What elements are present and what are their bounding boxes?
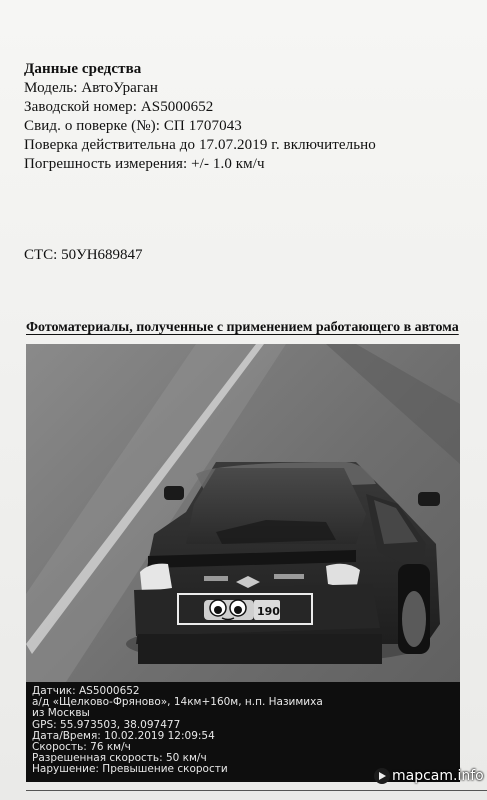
- device-certificate: Свид. о поверке (№): СП 1707043: [24, 118, 242, 134]
- watermark-text: mapcam.info: [392, 768, 484, 784]
- device-model: Модель: АвтоУраган: [24, 80, 159, 96]
- overlay-road: а/д «Щелково-Фряново», 14км+160м, н.п. Назимиха: [32, 696, 323, 709]
- violation-photo: [26, 344, 460, 782]
- camera-data-overlay: [26, 682, 460, 782]
- device-info: [24, 60, 474, 174]
- watermark: [374, 768, 484, 784]
- overlay-direction: из Москвы: [32, 707, 90, 720]
- device-error: Погрешность измерения: +/- 1.0 км/ч: [24, 156, 265, 172]
- overlay-sensor: Датчик: AS5000652: [32, 685, 140, 697]
- overlay-allowed-speed: Разрешенная скорость: 50 км/ч: [32, 752, 207, 765]
- device-heading: Данные средства: [24, 61, 142, 77]
- plate-region-code: 190: [257, 605, 280, 618]
- overlay-violation: Нарушение: Превышение скорости: [32, 763, 228, 776]
- photo-caption: Фотоматериалы, полученные с применением работающего в автома: [26, 320, 459, 335]
- play-logo-icon: [374, 768, 390, 784]
- overlay-gps: GPS: 55.973503, 38.097477: [32, 718, 181, 731]
- device-serial: Заводской номер: AS5000652: [24, 99, 214, 115]
- device-valid-until: Поверка действительна до 17.07.2019 г. включительно: [24, 137, 376, 153]
- overlay-speed: Скорость: 76 км/ч: [32, 741, 131, 754]
- stc-number: СТС: 50УН689847: [24, 247, 143, 263]
- overlay-datetime: Дата/Время: 10.02.2019 12:09:54: [32, 729, 215, 742]
- bottom-divider: [26, 790, 487, 791]
